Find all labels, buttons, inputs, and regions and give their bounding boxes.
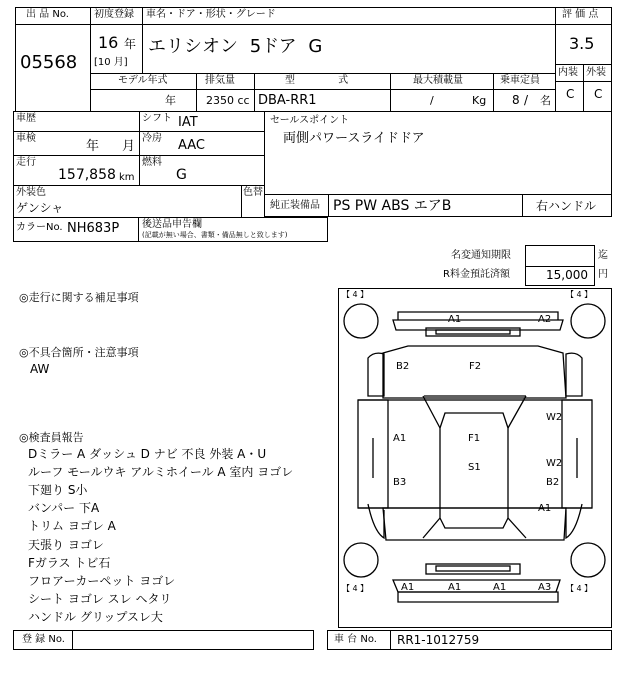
inspection-month: 月 <box>122 139 136 154</box>
lot-number: 05568 <box>20 52 78 73</box>
defect-line: AW <box>30 362 50 376</box>
post-doc-note: (記載が無い場合、書類・備品無しと致します) <box>142 231 288 239</box>
mileage-label: 走行 <box>16 157 36 168</box>
tire-depth-fl: 【 4 】 <box>342 290 369 299</box>
reg-no-label: 登 録 No. <box>22 634 65 645</box>
damage-mark: S1 <box>468 462 481 473</box>
capacity-sep: / <box>524 93 529 107</box>
max-load-unit: Kg <box>472 94 487 107</box>
history-label: 車歴 <box>16 113 36 124</box>
capacity-label: 乗車定員 <box>500 75 540 86</box>
shift-value: IAT <box>178 115 198 130</box>
tire-rear-right <box>571 543 605 577</box>
tire-front-right <box>571 304 605 338</box>
first-reg-month: [10 月] <box>94 57 128 68</box>
chassis-value: RR1-1012759 <box>397 633 480 647</box>
inspector-line: バンパー 下A <box>28 501 100 515</box>
recycle-unit: 円 <box>598 269 608 280</box>
damage-mark: A1 <box>401 582 415 593</box>
interior-label: 内装 <box>558 67 578 78</box>
shift-label: シフト <box>142 113 172 124</box>
model-label: 型 式 <box>285 75 349 86</box>
damage-mark: F1 <box>468 433 481 444</box>
exterior-label: 外装 <box>586 67 606 78</box>
ext-color-value: ゲンシャ <box>16 201 64 215</box>
tire-rear-left <box>344 543 378 577</box>
name-change-unit: 迄 <box>598 250 608 261</box>
inspector-line: 天張り ヨゴレ <box>28 538 104 552</box>
sales-point-value: 両側パワースライドドア <box>283 131 425 146</box>
fuel-label: 燃料 <box>142 157 162 168</box>
tire-front-left <box>344 304 378 338</box>
capacity-value: 8 <box>512 93 520 107</box>
inspector-line: ハンドル グリップスレ大 <box>28 610 163 624</box>
ext-color-label: 外装色 <box>16 187 46 198</box>
inspector-line: フロアーカーペット ヨゴレ <box>28 574 176 588</box>
damage-mark: A1 <box>538 503 552 514</box>
max-load-value: / <box>430 94 434 107</box>
recycle-label: R料金預託済額 <box>443 269 510 280</box>
tire-depth-fr: 【 4 】 <box>566 290 593 299</box>
inspection-label: 車検 <box>16 133 36 144</box>
ac-value: AAC <box>178 138 205 153</box>
car-damage-diagram <box>338 288 612 628</box>
interior-value: C <box>566 87 575 101</box>
damage-mark: F2 <box>469 361 482 372</box>
mileage-unit: km <box>119 172 135 183</box>
name-change-label: 名変通知期限 <box>451 250 511 261</box>
vehicle-name: エリシオン 5ドア G <box>148 36 323 57</box>
inspector-line: ルーフ モールウキ アルミホイール A 室内 ヨゴレ <box>28 465 294 479</box>
model-year-unit: 年 <box>165 94 176 107</box>
handle-value: 右ハンドル <box>536 199 597 213</box>
color-no-label: カラーNo. <box>16 222 63 233</box>
damage-mark: A1 <box>393 433 407 444</box>
damage-mark: A1 <box>493 582 507 593</box>
color-change-label: 色替 <box>243 187 263 198</box>
inspector-line: 下廻り S小 <box>28 483 88 497</box>
equipment-label: 純正装備品 <box>270 200 320 211</box>
model-year-label: モデル年式 <box>118 75 168 86</box>
fuel-value: G <box>176 167 187 183</box>
capacity-unit: 名 <box>540 94 551 107</box>
displacement-label: 排気量 <box>205 75 235 86</box>
first-reg-year-unit: 年 <box>124 37 137 51</box>
damage-mark: A1 <box>448 582 462 593</box>
displacement-value: 2350 cc <box>206 94 250 107</box>
inspector-line: Fガラス トビ石 <box>28 556 111 570</box>
inspector-line: Dミラー A ダッシュ D ナビ 不良 外装 A・U <box>28 447 267 461</box>
damage-mark: B3 <box>393 477 407 488</box>
damage-mark: W2 <box>546 412 563 423</box>
equipment-value: PS PW ABS エアB <box>333 198 452 214</box>
inspector-line: シート ヨゴレ スレ ヘタリ <box>28 592 172 606</box>
model-value: DBA-RR1 <box>258 93 317 108</box>
name-change-box <box>525 245 595 267</box>
inspector-report-title: ◎検査員報告 <box>19 431 84 444</box>
damage-mark: B2 <box>396 361 410 372</box>
tire-depth-rl: 【 4 】 <box>342 584 369 593</box>
front-grille <box>426 328 520 336</box>
recycle-value: 15,000 <box>546 268 588 282</box>
hood <box>383 346 566 398</box>
damage-mark: A2 <box>538 314 552 325</box>
inspection-year: 年 <box>86 139 100 154</box>
grade-label: 評 価 点 <box>562 9 599 20</box>
mileage-value: 157,858 <box>58 167 116 183</box>
post-doc-label: 後送品申告欄 <box>142 219 202 230</box>
inspector-line: トリム ヨゴレ A <box>28 519 116 533</box>
first-reg-label: 初度登録 <box>94 9 134 20</box>
max-load-label: 最大積載量 <box>413 75 463 86</box>
rear-bumper <box>393 580 560 592</box>
color-no-value: NH683P <box>67 221 120 236</box>
first-reg-year: 16 <box>98 33 119 52</box>
defect-remarks-title: ◎不具合箇所・注意事項 <box>19 346 139 359</box>
damage-mark: B2 <box>546 477 560 488</box>
exterior-value: C <box>594 87 603 101</box>
sales-point-label: セールスポイント <box>270 115 350 126</box>
damage-mark: A3 <box>538 582 552 593</box>
damage-mark: A1 <box>448 314 462 325</box>
ac-label: 冷房 <box>142 133 162 144</box>
damage-mark: W2 <box>546 458 563 469</box>
driving-remarks-title: ◎走行に関する補足事項 <box>19 291 139 304</box>
chassis-label: 車 台 No. <box>334 634 377 645</box>
lot-label: 出 品 No. <box>26 9 69 20</box>
tire-depth-rr: 【 4 】 <box>566 584 593 593</box>
grade-value: 3.5 <box>569 34 595 53</box>
vehicle-name-label: 車名・ドア・形状・グレード <box>146 9 276 20</box>
